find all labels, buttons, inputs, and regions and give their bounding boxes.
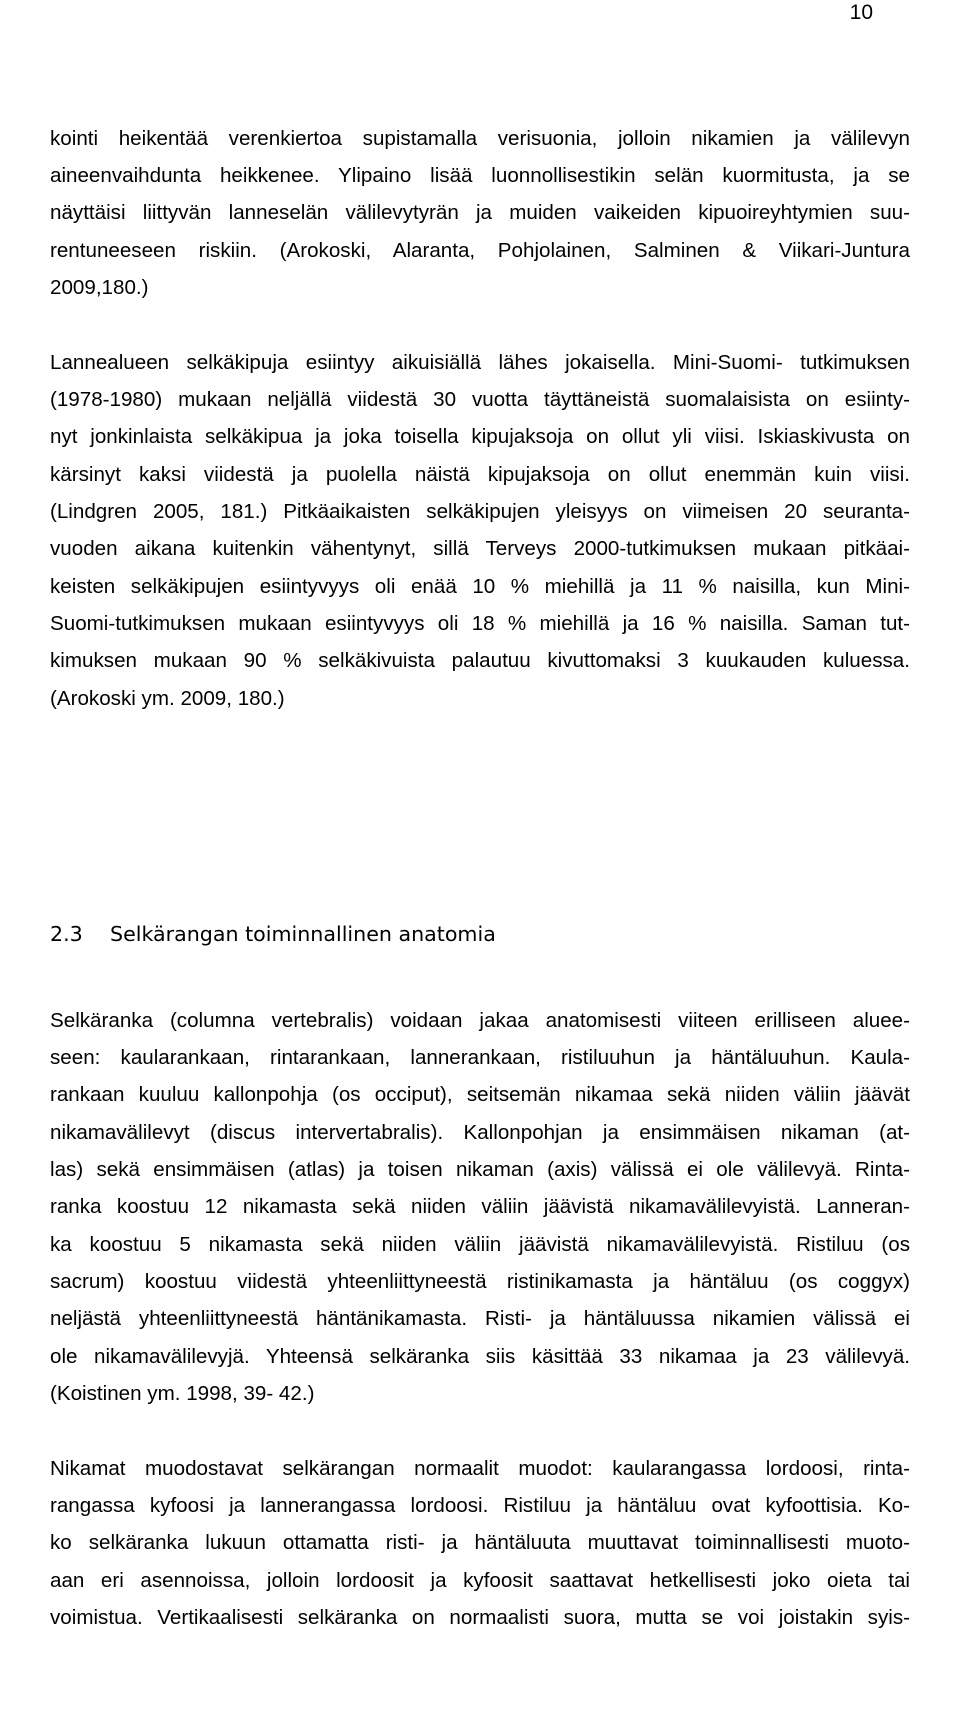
- text-line: kärsinyt kaksi viidestä ja puolella näistä kipujaksoja on ollut enemmän kuin viisi.: [50, 463, 910, 486]
- text-line: aan eri asennoissa, jolloin lordoosit ja kyfoosit saattavat hetkellisesti joko oieta tai: [50, 1569, 910, 1592]
- text-line: Nikamat muodostavat selkärangan normaalit muodot: kaularangassa lordoosi, rinta-: [50, 1457, 910, 1480]
- text-line: keisten selkäkipujen esiintyvyys oli enää 10 % miehillä ja 11 % naisilla, kun Mini-: [50, 575, 910, 598]
- text-line: seen: kaularankaan, rintarankaan, lannerankaan, ristiluuhun ja häntäluuhun. Kaula-: [50, 1046, 910, 1069]
- text-line: kointi heikentää verenkiertoa supistamalla verisuonia, jolloin nikamien ja välilevyn: [50, 127, 910, 150]
- text-line: vuoden aikana kuitenkin vähentynyt, sillä Terveys 2000-tutkimuksen mukaan pitkäai-: [50, 537, 910, 560]
- text-line: Lannealueen selkäkipuja esiintyy aikuisiällä lähes jokaisella. Mini-Suomi- tutkimuksen: [50, 351, 910, 374]
- section-heading: [50, 921, 496, 947]
- text-line: kimuksen mukaan 90 % selkäkivuista palautuu kivuttomaksi 3 kuukauden kuluessa.: [50, 649, 910, 672]
- text-line: (1978-1980) mukaan neljällä viidestä 30 vuotta täyttäneistä suomalaisista on esiinty-: [50, 388, 910, 411]
- text-line: (Koistinen ym. 1998, 39- 42.): [50, 1382, 315, 1405]
- text-line: rangassa kyfoosi ja lannerangassa lordoosi. Ristiluu ja häntäluu ovat kyfoottisia. Ko-: [50, 1494, 910, 1517]
- text-line: näyttäisi liittyvän lanneselän välilevytyrän ja muiden vaikeiden kipuoireyhtymien suu-: [50, 201, 910, 224]
- text-line: ko selkäranka lukuun ottamatta risti- ja häntäluuta muuttavat toiminnallisesti muoto-: [50, 1531, 910, 1554]
- text-line: sacrum) koostuu viidestä yhteenliittyneestä ristinikamasta ja häntäluu (os coggyx): [50, 1270, 910, 1293]
- section-title: Selkärangan toiminnallinen anatomia: [110, 922, 496, 946]
- text-line: Selkäranka (columna vertebralis) voidaan jakaa anatomisesti viiteen erilliseen aluee-: [50, 1009, 910, 1032]
- text-line: 2009,180.): [50, 276, 149, 299]
- text-line: ole nikamavälilevyjä. Yhteensä selkäranka siis käsittää 33 nikamaa ja 23 välilevyä.: [50, 1345, 910, 1368]
- text-line: rentuneeseen riskiin. (Arokoski, Alaranta, Pohjolainen, Salminen & Viikari-Juntura: [50, 239, 910, 262]
- text-line: (Arokoski ym. 2009, 180.): [50, 687, 285, 710]
- text-line: ka koostuu 5 nikamasta sekä niiden väliin jäävistä nikamavälilevyistä. Ristiluu (os: [50, 1233, 910, 1256]
- text-line: (Lindgren 2005, 181.) Pitkäaikaisten selkäkipujen yleisyys on viimeisen 20 seuranta-: [50, 500, 910, 523]
- text-line: las) sekä ensimmäisen (atlas) ja toisen nikaman (axis) välissä ei ole välilevyä. Rinta-: [50, 1158, 910, 1181]
- text-line: nikamavälilevyt (discus intervertabralis). Kallonpohjan ja ensimmäisen nikaman (at-: [50, 1121, 910, 1144]
- text-line: voimistua. Vertikaalisesti selkäranka on normaalisti suora, mutta se voi joistakin syis-: [50, 1606, 910, 1629]
- text-line: aineenvaihdunta heikkenee. Ylipaino lisää luonnollisestikin selän kuormitusta, ja se: [50, 164, 910, 187]
- section-number: 2.3: [50, 922, 83, 946]
- text-line: nyt jonkinlaista selkäkipua ja joka toisella kipujaksoja on ollut yli viisi. Iskiaskivusta on: [50, 425, 910, 448]
- page-number: 10: [849, 1, 873, 24]
- text-line: rankaan kuuluu kallonpohja (os occiput), seitsemän nikamaa sekä niiden väliin jäävät: [50, 1083, 910, 1106]
- text-line: Suomi-tutkimuksen mukaan esiintyvyys oli 18 % miehillä ja 16 % naisilla. Saman tut-: [50, 612, 910, 635]
- text-line: ranka koostuu 12 nikamasta sekä niiden väliin jäävistä nikamavälilevyistä. Lanneran-: [50, 1195, 910, 1218]
- text-line: neljästä yhteenliittyneestä häntänikamasta. Risti- ja häntäluussa nikamien välissä ei: [50, 1307, 910, 1330]
